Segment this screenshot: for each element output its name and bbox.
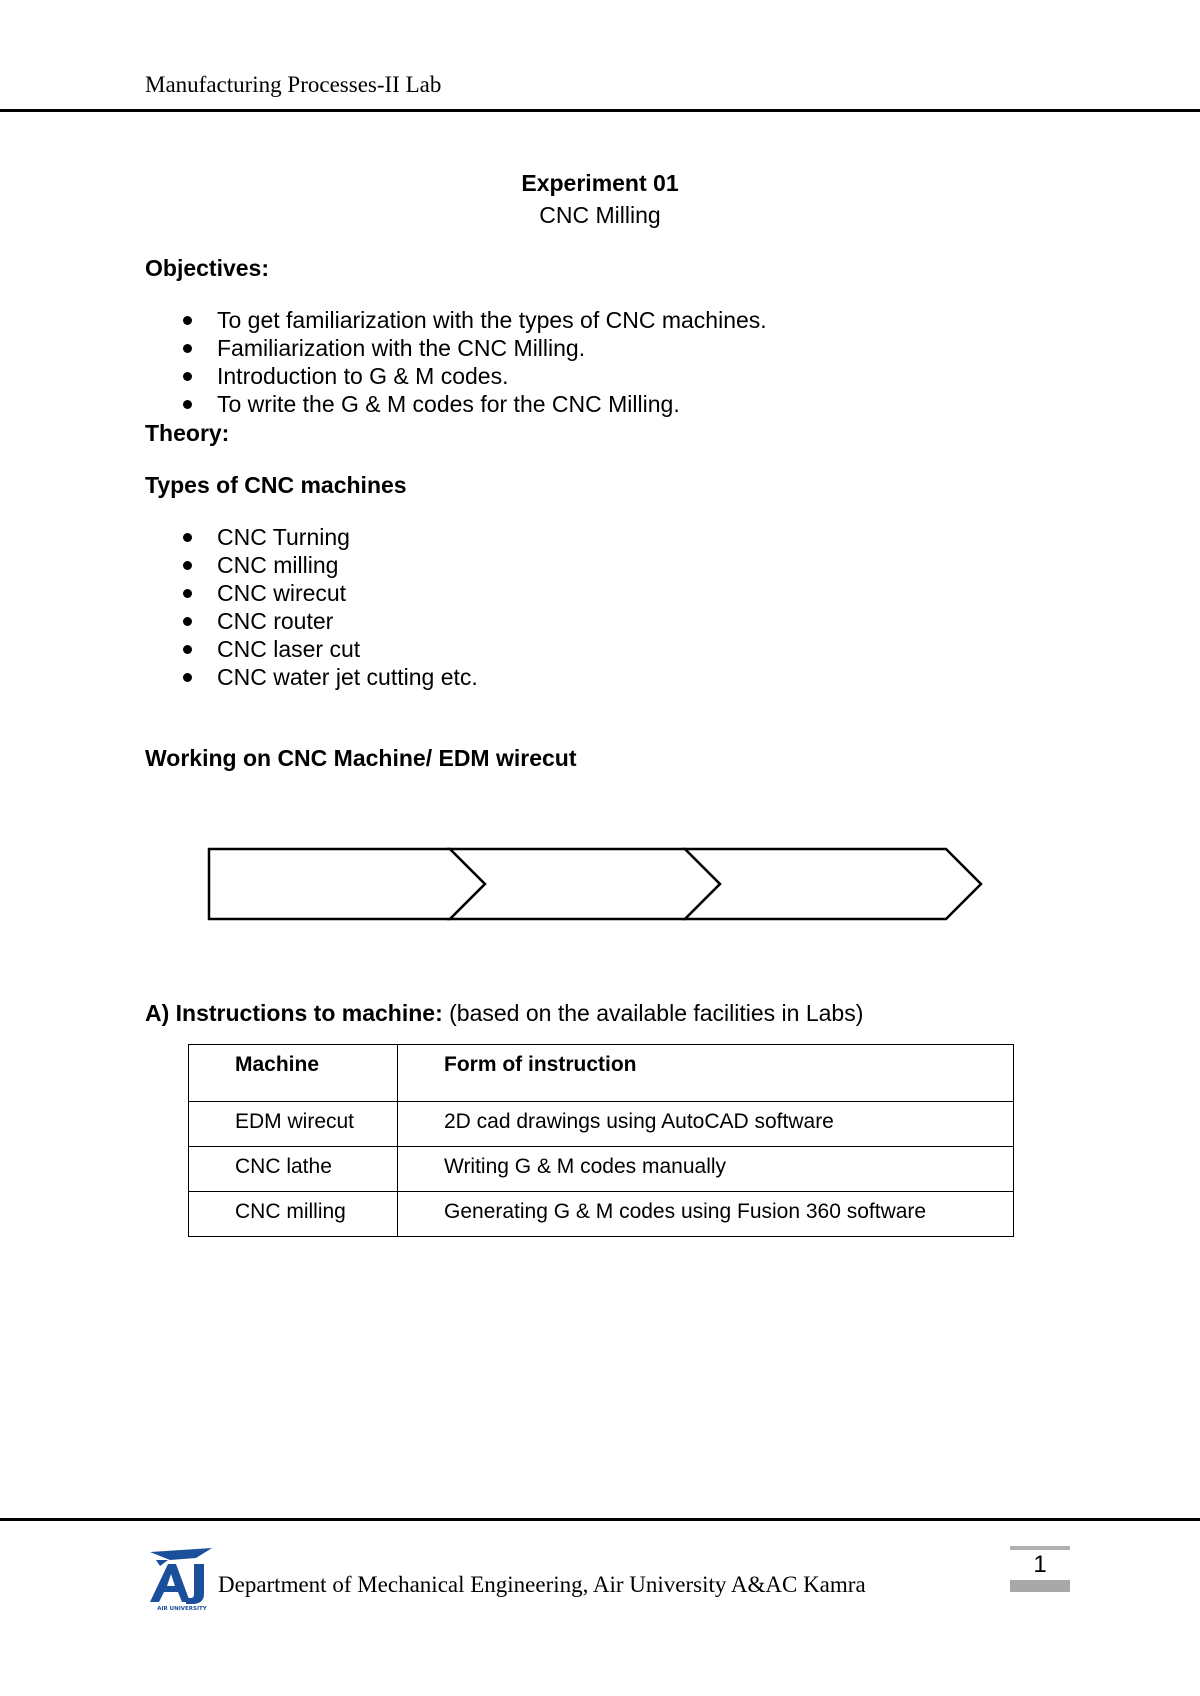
table-row [189, 1192, 1014, 1237]
list-item: CNC water jet cutting etc. [145, 663, 478, 691]
list-item: Introduction to G & M codes. [145, 362, 767, 390]
process-flow-diagram [205, 845, 985, 923]
column-header-machine: Machine [189, 1045, 398, 1102]
table-cell: Generating G & M codes using Fusion 360 software [398, 1192, 1014, 1237]
table-cell: CNC lathe [189, 1147, 398, 1192]
header-title: Manufacturing Processes-II Lab [145, 72, 442, 97]
process-step-1 [209, 849, 485, 919]
table-cell: 2D cad drawings using AutoCAD software [398, 1102, 1014, 1147]
objectives-heading: Objectives: [145, 255, 269, 281]
footer-divider [0, 1518, 1200, 1521]
cnc-types-list [145, 523, 478, 691]
list-item: Familiarization with the CNC Milling. [145, 334, 767, 362]
theory-heading: Theory: [145, 420, 230, 446]
column-header-form: Form of instruction [398, 1045, 1014, 1102]
logo-caption: AIR UNIVERSITY [157, 1606, 207, 1612]
process-step-2 [450, 849, 720, 919]
table-row [189, 1102, 1014, 1147]
table-row [189, 1147, 1014, 1192]
list-item: CNC router [145, 607, 478, 635]
process-step-3 [685, 849, 981, 919]
footer-department: Department of Mechanical Engineering, Air University A&AC Kamra [218, 1572, 866, 1597]
instructions-table [188, 1044, 1014, 1237]
list-item: To write the G & M codes for the CNC Milling. [145, 390, 767, 418]
list-item: To get familiarization with the types of CNC machines. [145, 306, 767, 334]
page-number: 1 [1033, 1551, 1047, 1578]
types-heading: Types of CNC machines [145, 472, 407, 498]
list-item: CNC laser cut [145, 635, 478, 663]
table-cell: EDM wirecut [189, 1102, 398, 1147]
instructions-heading [145, 1000, 863, 1027]
list-item: CNC Turning [145, 523, 478, 551]
table-cell: Writing G & M codes manually [398, 1147, 1014, 1192]
objectives-list [145, 306, 767, 418]
instructions-note: (based on the available facilities in Labs) [442, 1000, 864, 1026]
table-cell: CNC milling [189, 1192, 398, 1237]
experiment-subtitle: CNC Milling [539, 202, 661, 228]
list-item: CNC wirecut [145, 579, 478, 607]
air-university-logo-icon [146, 1546, 218, 1612]
working-heading: Working on CNC Machine/ EDM wirecut [145, 745, 577, 771]
experiment-title: Experiment 01 [521, 170, 679, 196]
table-header-row [189, 1045, 1014, 1102]
instructions-label: A) Instructions to machine: [145, 1000, 443, 1026]
list-item: CNC milling [145, 551, 478, 579]
header-divider [0, 109, 1200, 112]
page-number-box [1010, 1546, 1070, 1592]
